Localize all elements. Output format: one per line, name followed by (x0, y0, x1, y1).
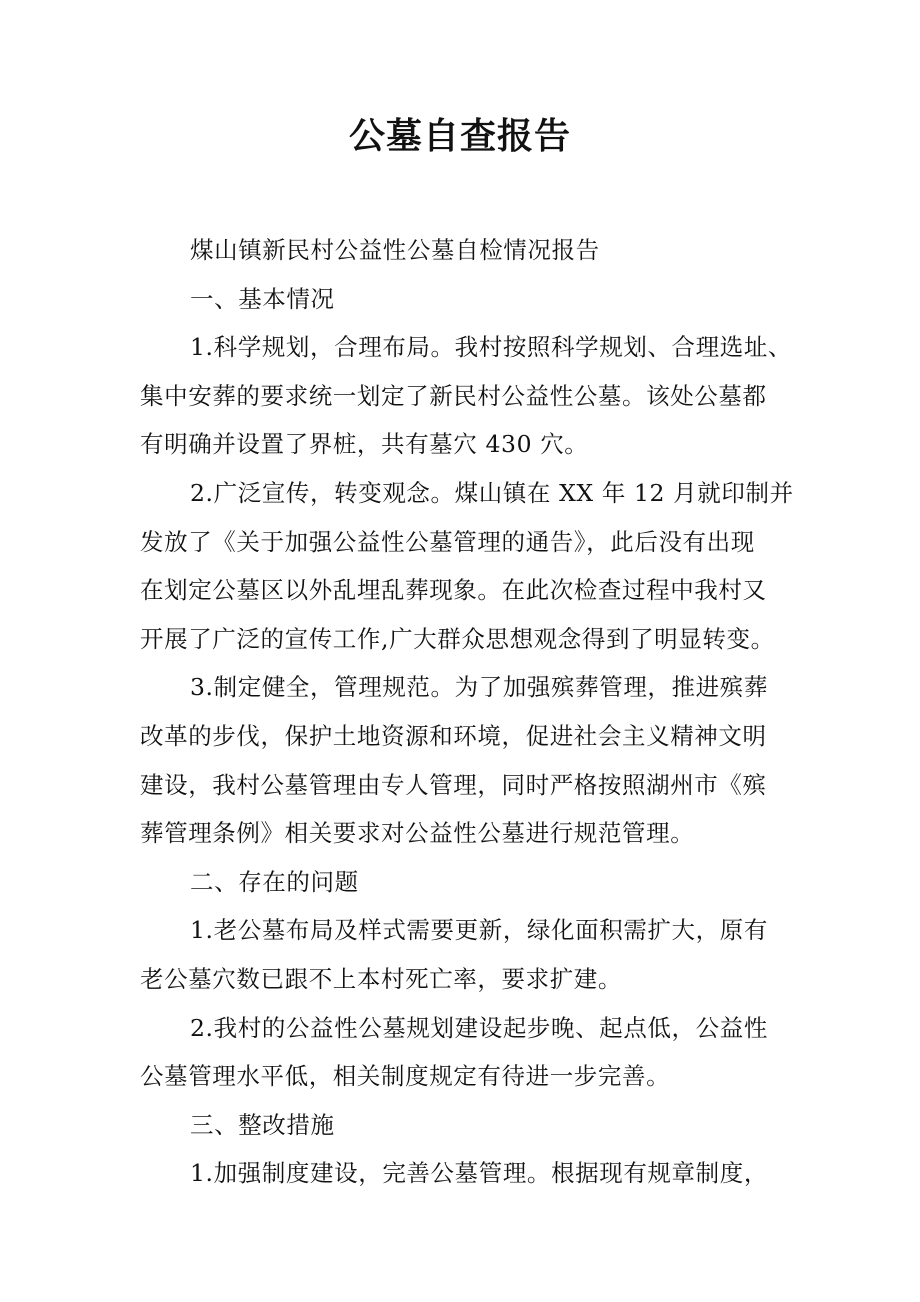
text-line: 有明确并设置了界桩，共有墓穴 430 穴。 (140, 430, 589, 459)
text-line: 公墓管理水平低，相关制度规定有待进一步完善。 (140, 1062, 671, 1091)
text-line: 改革的步伐，保护土地资源和环境，促进社会主义精神文明 (140, 721, 767, 750)
text-line: 在划定公墓区以外乱埋乱葬现象。在此次检查过程中我村又 (140, 576, 767, 605)
text-line: 集中安葬的要求统一划定了新民村公益性公墓。该处公墓都 (140, 381, 767, 410)
text-line: 2.广泛宣传，转变观念。煤山镇在 XX 年 12 月就印制并 (190, 478, 794, 507)
text-line: 1.科学规划，合理布局。我村按照科学规划、合理选址、 (190, 333, 793, 362)
text-line: 2.我村的公益性公墓规划建设起步晚、起点低，公益性 (190, 1013, 768, 1042)
text-line: 煤山镇新民村公益性公墓自检情况报告 (190, 236, 600, 264)
text-line: 葬管理条例》相关要求对公益性公墓进行规范管理。 (140, 819, 695, 848)
text-line: 1.老公墓布局及样式需要更新，绿化面积需扩大，原有 (190, 916, 768, 945)
text-line: 一、基本情况 (190, 284, 335, 313)
text-line: 建设，我村公墓管理由专人管理，同时严格按照湖州市《殡 (140, 770, 767, 799)
text-line: 三、整改措施 (190, 1110, 335, 1139)
document-body (140, 226, 794, 1198)
text-line: 3.制定健全，管理规范。为了加强殡葬管理，推进殡葬 (190, 673, 768, 702)
text-line: 开展了广泛的宣传工作,广大群众思想观念得到了明显转变。 (140, 624, 775, 653)
text-line: 1.加强制度建设，完善公墓管理。根据现有规章制度， (190, 1159, 768, 1188)
text-line: 老公墓穴数已跟不上本村死亡率，要求扩建。 (140, 964, 622, 993)
text-line: 二、存在的问题 (190, 867, 359, 896)
document-title: 公墓自查报告 (348, 116, 571, 157)
text-line: 发放了《关于加强公益性公墓管理的通告》，此后没有出现 (140, 527, 755, 556)
